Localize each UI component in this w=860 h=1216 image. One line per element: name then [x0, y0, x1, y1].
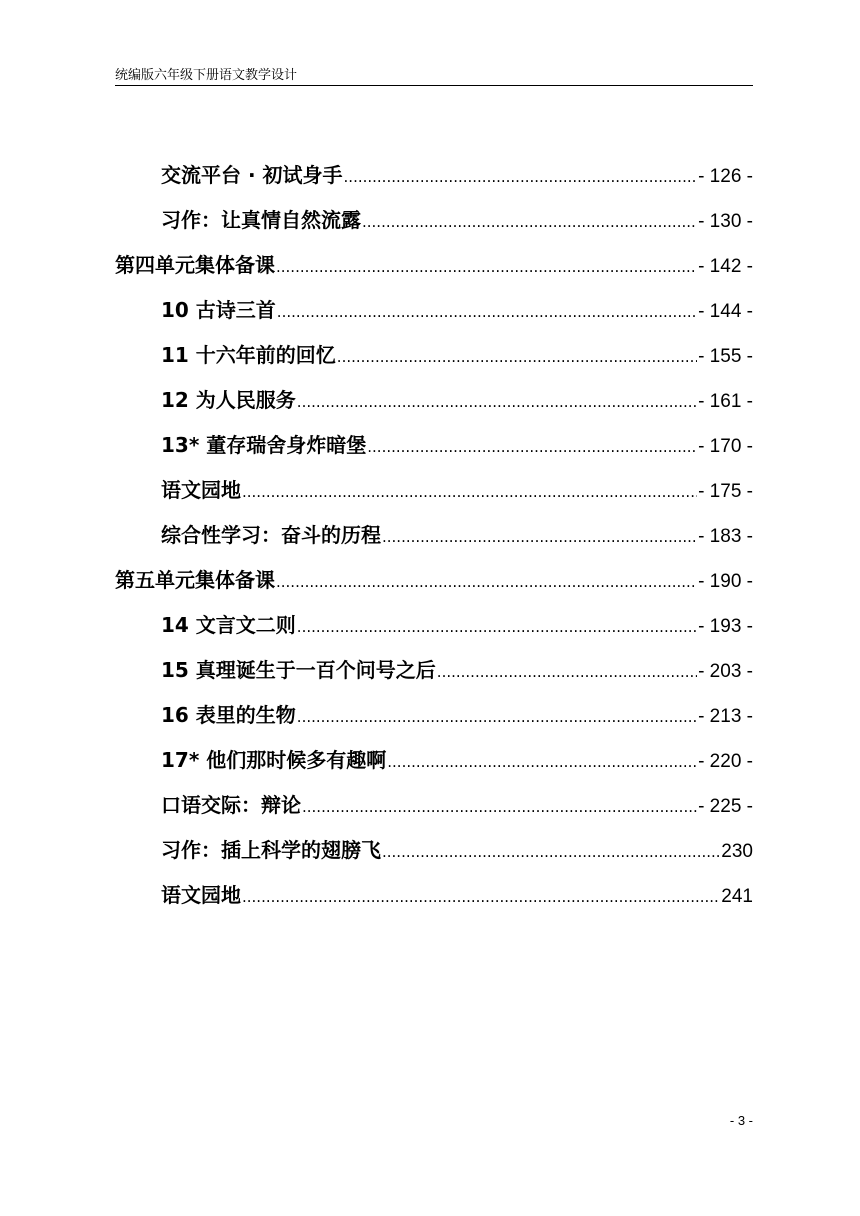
toc-entry-page: - 225 -	[698, 796, 753, 817]
toc-entry-title: 13* 董存瑞舍身炸暗堡	[161, 433, 367, 457]
toc-entry[interactable]	[115, 603, 753, 648]
toc-entry-page: - 175 -	[698, 481, 753, 502]
toc-entry-page: - 161 -	[698, 391, 753, 412]
toc-entry-title: 10 古诗三首	[161, 298, 276, 322]
toc-entry-page: - 190 -	[698, 571, 753, 592]
toc-entry-title: 交流平台 · 初试身手	[161, 163, 343, 187]
toc-entry-page: - 170 -	[698, 436, 753, 457]
header-divider	[115, 85, 753, 86]
toc-entry-title: 习作：插上科学的翅膀飞	[161, 838, 381, 862]
toc-entry-title: 习作：让真情自然流露	[161, 208, 361, 232]
toc-leader-dots	[437, 650, 697, 695]
toc-entry-page: - 213 -	[698, 706, 753, 727]
toc-entry[interactable]	[115, 558, 753, 603]
page-number: - 3 -	[729, 1113, 753, 1128]
toc-entry-title: 语文园地	[161, 883, 241, 907]
toc-entry[interactable]	[115, 153, 753, 198]
toc-entry-title: 12 为人民服务	[161, 388, 296, 412]
toc-entry-page: - 183 -	[698, 526, 753, 547]
toc-leader-dots	[242, 875, 720, 920]
toc-leader-dots	[382, 515, 697, 560]
toc-entry-page: - 193 -	[698, 616, 753, 637]
toc-entry[interactable]	[115, 513, 753, 558]
toc-entry-title: 综合性学习：奋斗的历程	[161, 523, 381, 547]
toc-leader-dots	[276, 245, 697, 290]
toc-entry-page: - 144 -	[698, 301, 753, 322]
toc-entry-title: 语文园地	[161, 478, 241, 502]
toc-leader-dots	[382, 830, 720, 875]
toc-entry-page: - 142 -	[698, 256, 753, 277]
toc-leader-dots	[387, 740, 697, 785]
toc-entry-page: - 203 -	[698, 661, 753, 682]
toc-leader-dots	[362, 200, 697, 245]
toc-leader-dots	[242, 470, 697, 515]
toc-entry-title: 16 表里的生物	[161, 703, 296, 727]
toc-entry[interactable]	[115, 828, 753, 873]
toc-leader-dots	[367, 425, 697, 470]
toc-entry[interactable]	[115, 198, 753, 243]
toc-entry[interactable]	[115, 648, 753, 693]
toc-leader-dots	[277, 290, 697, 335]
toc-entry[interactable]	[115, 738, 753, 783]
running-header: 统编版六年级下册语文教学设计	[115, 68, 298, 83]
toc-entry-page: - 130 -	[698, 211, 753, 232]
table-of-contents	[115, 153, 753, 918]
toc-entry[interactable]	[115, 468, 753, 513]
toc-leader-dots	[297, 605, 697, 650]
toc-leader-dots	[297, 695, 697, 740]
toc-entry-page: - 220 -	[698, 751, 753, 772]
toc-entry-page: 230	[721, 841, 753, 862]
toc-entry-title: 14 文言文二则	[161, 613, 296, 637]
toc-entry-page: - 155 -	[698, 346, 753, 367]
toc-entry[interactable]	[115, 333, 753, 378]
toc-entry-title: 第四单元集体备课	[115, 253, 275, 277]
toc-leader-dots	[276, 560, 697, 605]
toc-entry-page: 241	[721, 886, 753, 907]
toc-entry[interactable]	[115, 243, 753, 288]
toc-entry-page: - 126 -	[698, 166, 753, 187]
toc-entry-title: 11 十六年前的回忆	[161, 343, 336, 367]
toc-leader-dots	[302, 785, 697, 830]
toc-entry-title: 15 真理诞生于一百个问号之后	[161, 658, 436, 682]
toc-entry[interactable]	[115, 783, 753, 828]
toc-entry[interactable]	[115, 288, 753, 333]
toc-leader-dots	[337, 335, 697, 380]
toc-entry-title: 口语交际：辩论	[161, 793, 301, 817]
toc-entry[interactable]	[115, 693, 753, 738]
toc-entry-title: 第五单元集体备课	[115, 568, 275, 592]
toc-leader-dots	[297, 380, 697, 425]
toc-entry[interactable]	[115, 873, 753, 918]
toc-entry[interactable]	[115, 378, 753, 423]
toc-entry[interactable]	[115, 423, 753, 468]
toc-entry-title: 17* 他们那时候多有趣啊	[161, 748, 387, 772]
toc-leader-dots	[344, 155, 698, 200]
